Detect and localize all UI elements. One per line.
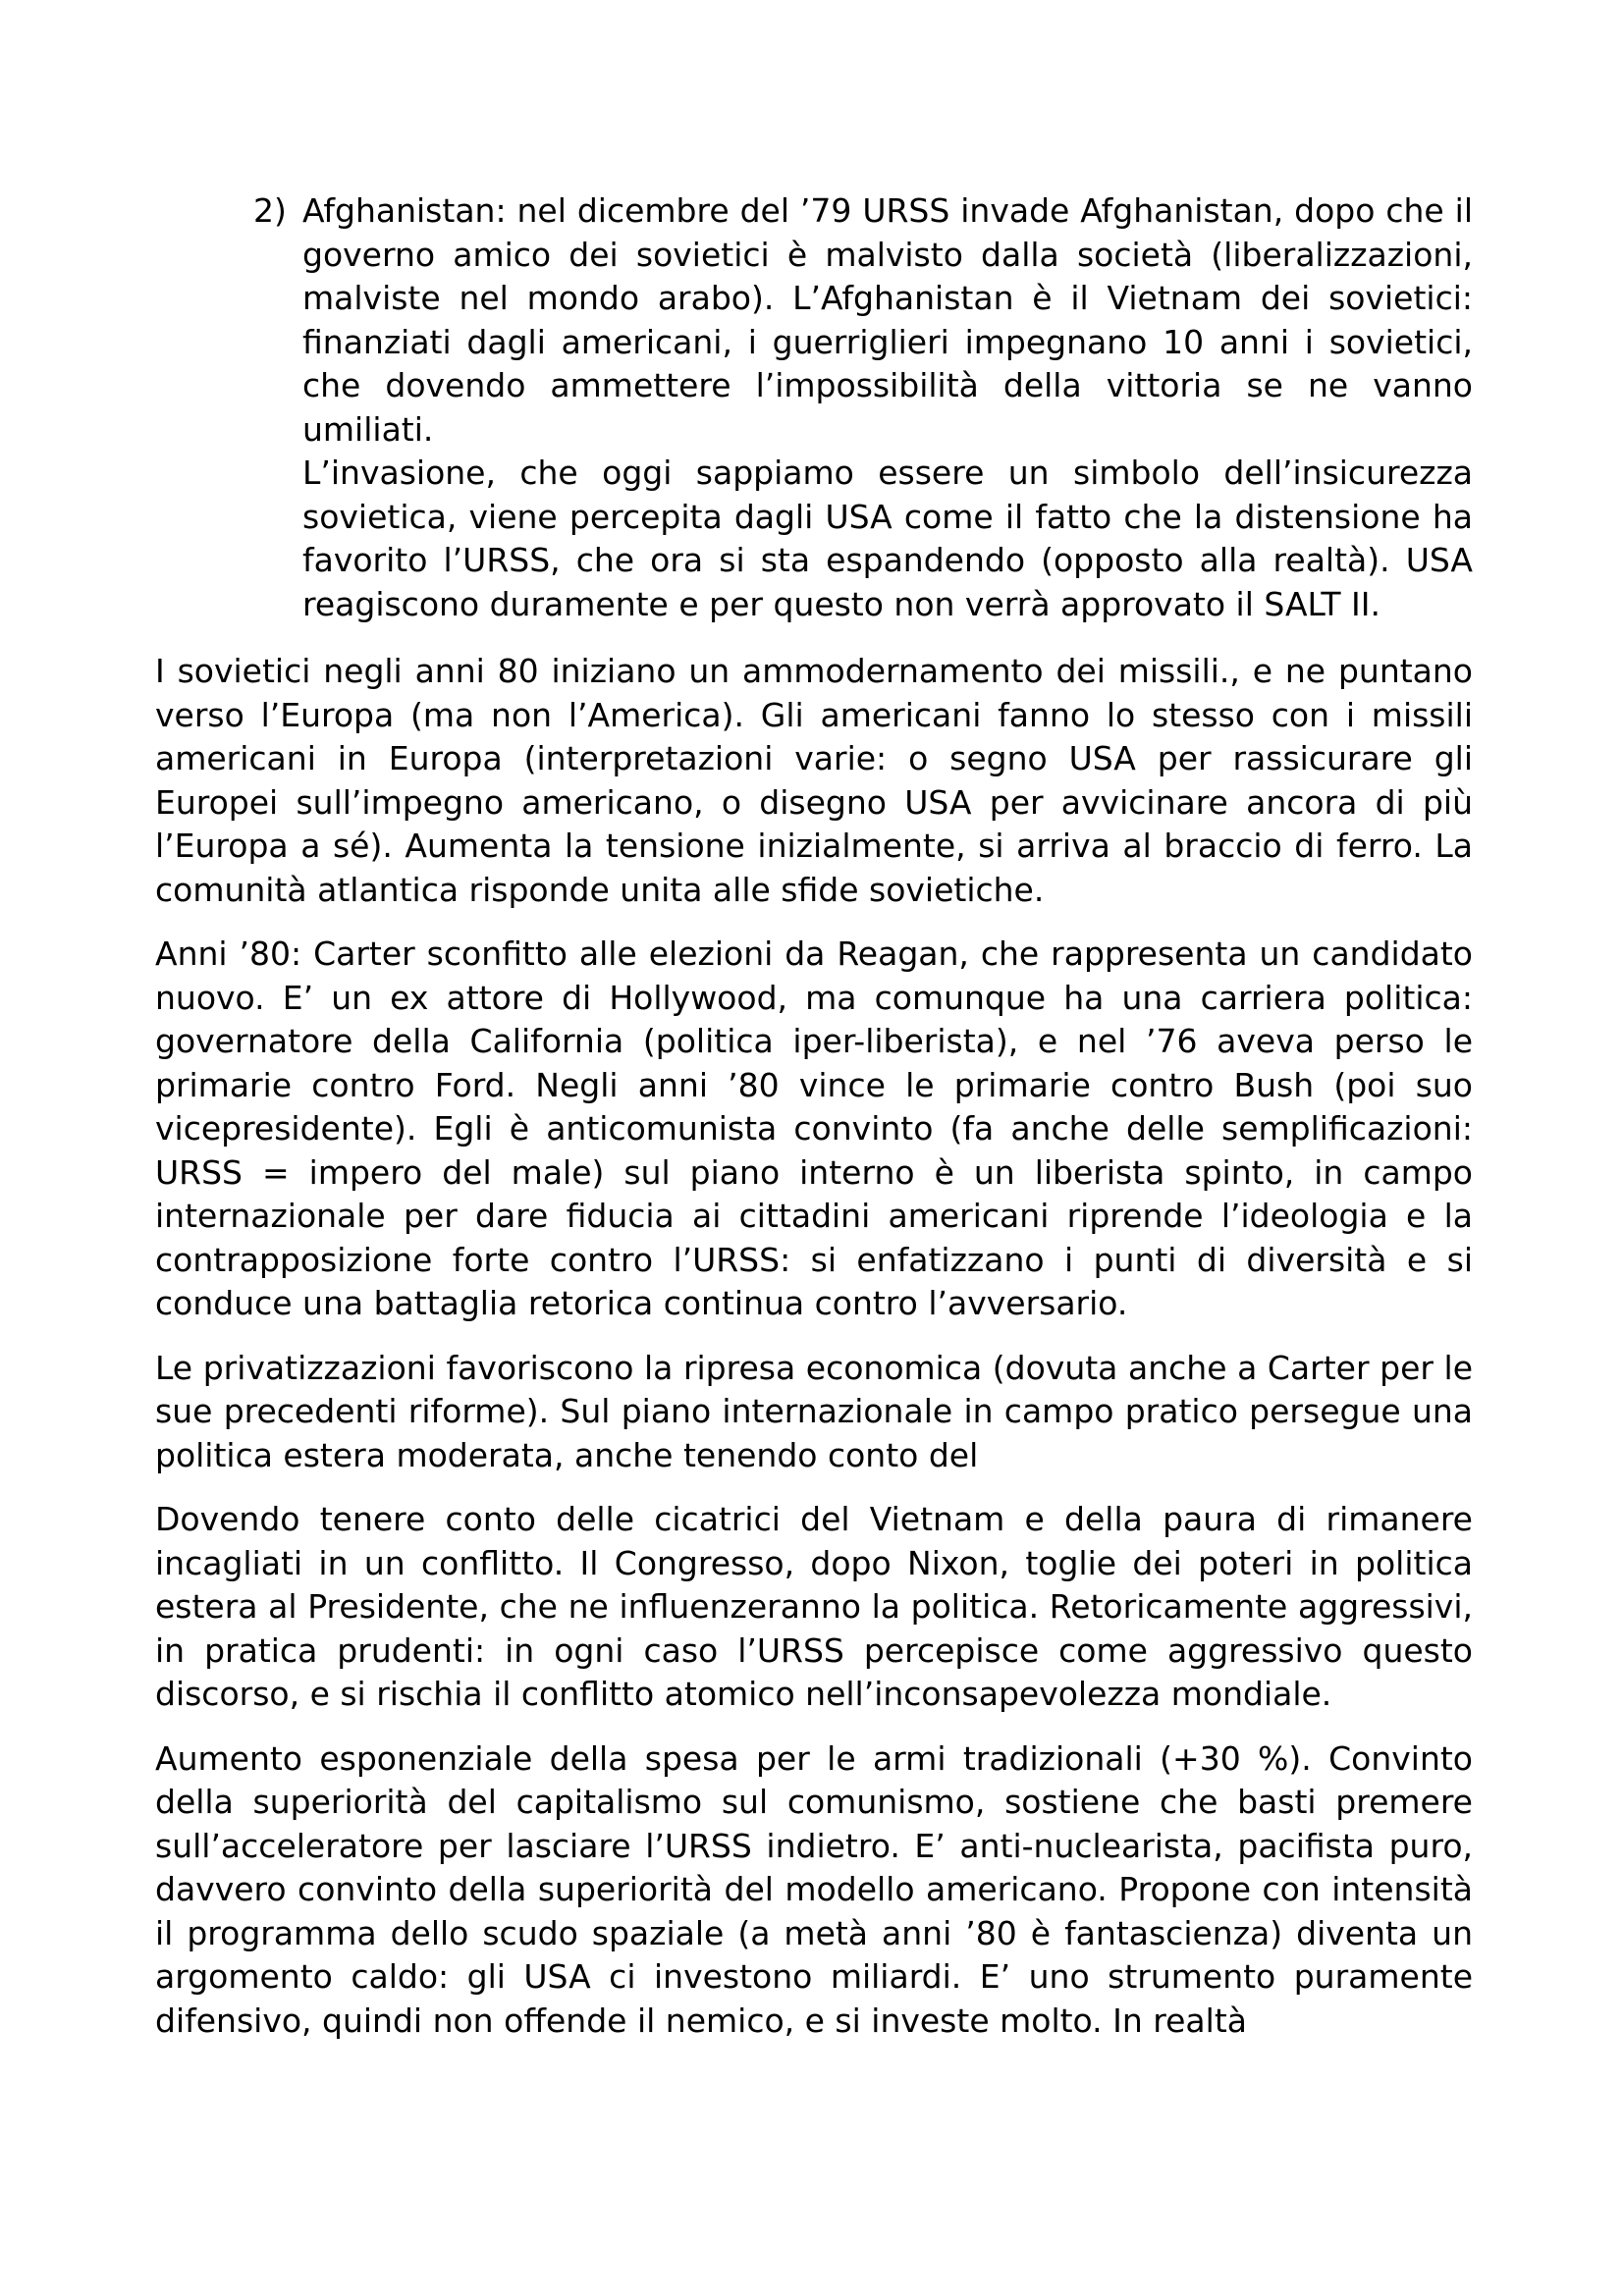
paragraph-privatizations: Le privatizzazioni favoriscono la ripresa economica (dovuta anche a Carter per le sue precedenti riforme). Sul piano internazionale in campo pratico persegue una politica estera moderata, anche tenendo conto del <box>155 1348 1473 1474</box>
paragraph-missiles: I sovietici negli anni 80 iniziano un ammodernamento dei missili., e ne puntano verso l’Europa (ma non l’America). Gli americani fanno lo stesso con i missili americani in Europa (interpretazioni varie: o segno USA per rassicurare gli Europei sull’impegno americano, o disegno USA per avvicinare ancora di più l’Europa a sé). Aumenta la tensione inizialmente, si arriva al braccio di ferro. La comunità atlantica risponde unita alle sfide sovietiche. <box>155 652 1473 909</box>
paragraph-vietnam: Dovendo tenere conto delle cicatrici del Vietnam e della paura di rimanere incagliati in un conflitto. Il Congresso, dopo Nixon, toglie dei poteri in politica estera al Presidente, che ne influenzeranno la politica. Retoricamente aggressivi, in pratica prudenti: in ogni caso l’URSS percepisce come aggressivo questo discorso, e si rischia il conflitto atomico nell’inconsapevolezza mondiale. <box>155 1500 1473 1713</box>
list-paragraph-afghanistan: Afghanistan: nel dicembre del ’79 URSS invade Afghanistan, dopo che il governo amico dei sovietici è malvisto dalla società (liberalizzazioni, malviste nel mondo arabo). L’Afghanistan è il Vietnam dei sovietici: finanziati dagli americani, i guerriglieri impegnano 10 anni i sovietici, che dovendo ammettere l’impossibilità della vittoria se ne vanno umiliati. <box>302 191 1473 449</box>
paragraph-arms-spending: Aumento esponenziale della spesa per le armi tradizionali (+30 %). Convinto della superiorità del capitalismo sul comunismo, sostiene che basti premere sull’acceleratore per lasciare l’URSS indietro. E’ anti-nuclearista, pacifista puro, davvero convinto della superiorità del modello americano. Propone con intensità il programma dello scudo spaziale (a metà anni ’80 è fantascienza) diventa un argomento caldo: gli USA ci investono miliardi. E’ uno strumento puramente difensivo, quindi non offende il nemico, e si investe molto. In realtà <box>155 1738 1473 2040</box>
list-paragraph-invasion: L’invasione, che oggi sappiamo essere un simbolo dell’insicurezza sovietica, viene percepita dagli USA come il fatto che la distensione ha favorito l’URSS, che ora si sta espandendo (opposto alla realtà). USA reagiscono duramente e per questo non verrà approvato il SALT II. <box>302 454 1473 623</box>
paragraph-reagan: Anni ’80: Carter sconfitto alle elezioni da Reagan, che rappresenta un candidato nuovo. E’ un ex attore di Hollywood, ma comunque ha una carriera politica: governatore della California (politica iper-liberista), e nel ’76 aveva perso le primarie contro Ford. Negli anni ’80 vince le primarie contro Bush (poi suo vicepresidente). Egli è anticomunista convinto (fa anche delle semplificazioni: URSS = impero del male) sul piano interno è un liberista spinto, in campo internazionale per dare fiducia ai cittadini americani riprende l’ideologia e la contrapposizione forte contro l’URSS: si enfatizzano i punti di diversità e si conduce una battaglia retorica continua contro l’avversario. <box>155 934 1473 1322</box>
body-text <box>155 650 1473 2063</box>
list-item-body <box>302 189 1473 626</box>
list-number: 2) <box>253 191 287 230</box>
numbered-list-item <box>253 189 1473 626</box>
